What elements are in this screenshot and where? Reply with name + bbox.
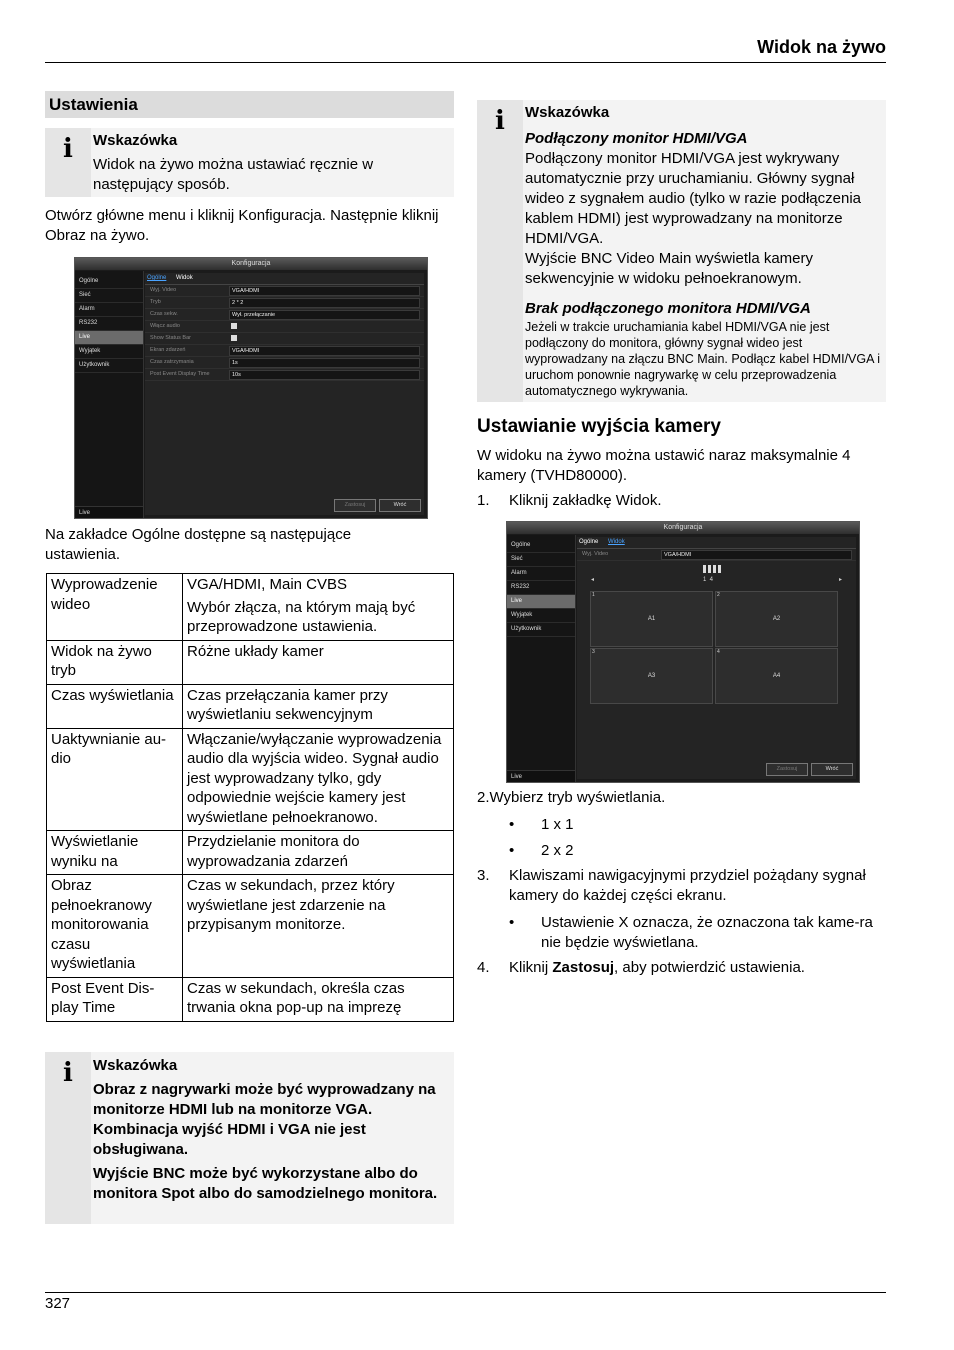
menu-item-network[interactable]: Sieć: [507, 553, 575, 567]
info-icon: i: [495, 106, 505, 136]
window-title: Konfiguracja: [75, 258, 427, 270]
note-box-2: [45, 1052, 454, 1224]
note-box-1: [45, 128, 454, 197]
setting-row-event-output[interactable]: Ekran zdarzeń VGA/HDMI: [145, 345, 424, 357]
back-button[interactable]: Wróć: [811, 763, 853, 776]
step-2: 2.Wybierz tryb wyświetlania.: [477, 789, 666, 806]
window-title: Konfiguracja: [507, 522, 859, 534]
info-icon: i: [63, 134, 73, 164]
step-3: 3. Klawiszami nawigacyjnymi przydziel pożądany sygnał kamery do każdej części ekranu.: [477, 867, 866, 904]
config-pane: [577, 537, 856, 779]
layout-numbers: 1 4: [703, 577, 714, 583]
note-title: Wskazówka: [93, 132, 178, 149]
mode-list-item: • 1 x 1: [509, 816, 574, 833]
note-text-connected: Podłączony monitor HDMI/VGA jest wykrywany automatycznie przy uruchamianiu. Główny sygnał wideo z sygnałem audio (tylko w razie podłączenia kablem HDMI) jest wyprowadzany na monitorze HDMI/VGA.: [525, 150, 862, 247]
footer-rule: [45, 1292, 886, 1293]
menu-item-alarm[interactable]: Alarm: [507, 567, 575, 581]
settings-table: [46, 573, 454, 1022]
camera-slot[interactable]: 4 A4: [715, 648, 838, 704]
tab-bar: [577, 537, 856, 549]
camera-slot[interactable]: 3 A3: [590, 648, 713, 704]
table-row: Uaktywnianie au-dio Włączanie/wyłączanie wyprowadzenia audio dla wyjścia wideo. Sygnał audio jest wyprowadzany tylko, gdy odpowiednie wejście kamery jest wyświetlane pełnoekranowo.: [47, 728, 454, 831]
mode-list-item: • 2 x 2: [509, 842, 574, 859]
note-text-hdmi-vga: Obraz z nagrywarki może być wyprowadzany na monitorze HDMI lub na monitorze VGA. Kombinacja wyjść HDMI i VGA nie jest obsługiwana.: [93, 1081, 436, 1158]
table-row: Post Event Dis-play Time Czas w sekundach, określa czas trwania okna pop-up na imprezę: [47, 977, 454, 1021]
section-title: Ustawienia: [49, 95, 138, 114]
camera-slot[interactable]: 1 A1: [590, 591, 713, 647]
menu-item-general[interactable]: Ogólne: [507, 539, 575, 553]
setting-row-mode[interactable]: Tryb 2 * 2: [145, 297, 424, 309]
audio-checkbox[interactable]: [231, 323, 237, 329]
tab-view[interactable]: Widok: [176, 275, 193, 281]
config-screenshot-view: [506, 521, 860, 783]
note-text-bnc-main: Wyjście BNC Video Main wyświetla kamery sekwencyjnie w widoku pełnoekranowym.: [525, 250, 814, 287]
table-row: Wyprowadzenie wideo VGA/HDMI, Main CVBS Wybór złącza, na którym mają być przeprowadzone ustawienia.: [47, 574, 454, 641]
menu-item-network[interactable]: Sieć: [75, 289, 143, 303]
tab-view[interactable]: Widok: [608, 539, 625, 545]
table-row: Czas wyświetlania Czas przełączania kamer przy wyświetlaniu sekwencyjnym: [47, 684, 454, 728]
note-text: Widok na żywo można ustawiać ręcznie w następujący sposób.: [93, 156, 374, 193]
tab-bar: [145, 273, 424, 285]
menu-item-live[interactable]: Live: [507, 595, 575, 609]
table-row: Obraz pełnoekranowy monitorowania czasu wyświetlania Czas w sekundach, przez który wyświetlane jest zdarzenie na przypisanym monitorze.: [47, 875, 454, 978]
note-subtitle-not-connected: Brak podłączonego monitora HDMI/VGA: [525, 300, 811, 317]
apply-button[interactable]: Zastosuj: [766, 763, 808, 776]
setting-row-status-bar[interactable]: Show Status Bar: [145, 333, 424, 345]
info-icon: i: [63, 1058, 73, 1088]
step-1: 1. Kliknij zakładkę Widok.: [477, 492, 662, 509]
table-intro: Na zakładce Ogólne dostępne są następujące ustawienia.: [45, 526, 352, 563]
menu-item-general[interactable]: Ogólne: [75, 275, 143, 289]
menu-item-exception[interactable]: Wyjątek: [75, 345, 143, 359]
header-rule: [45, 62, 886, 63]
page-number: 327: [45, 1295, 71, 1312]
header-title: Widok na żywo: [757, 37, 886, 57]
page-left-arrow-icon[interactable]: ◂: [591, 577, 595, 583]
menu-item-user[interactable]: Użytkownik: [507, 623, 575, 637]
menu-item-alarm[interactable]: Alarm: [75, 303, 143, 317]
page-right-arrow-icon[interactable]: ▸: [838, 577, 842, 583]
setting-row-video-output[interactable]: Wyj. Video VGA/HDMI: [145, 285, 424, 297]
step-3-bullet: • Ustawienie X oznacza, że oznaczona tak kame-ra nie będzie wyświetlana.: [509, 914, 873, 951]
intro-text: Otwórz główne menu i kliknij Konfiguracja. Następnie kliknij Obraz na żywo.: [45, 207, 439, 244]
section-bar: [45, 91, 454, 118]
note-title: Wskazówka: [93, 1057, 178, 1074]
apply-button[interactable]: Zastosuj: [334, 499, 376, 512]
note-text-bnc: Wyjście BNC może być wykorzystane albo do monitora Spot albo do samodzielnego monitora.: [93, 1165, 438, 1202]
config-screenshot-general: [74, 257, 428, 519]
note-title: Wskazówka: [525, 104, 610, 121]
layout-grid-icon[interactable]: [703, 565, 723, 573]
step-4: 4. Kliknij Zastosuj, aby potwierdzić ustawienia.: [477, 959, 805, 976]
live-button[interactable]: Live: [75, 506, 143, 518]
config-menu: [75, 271, 144, 518]
config-pane: [145, 273, 424, 515]
live-button[interactable]: Live: [507, 770, 575, 782]
menu-item-live[interactable]: Live: [75, 331, 143, 345]
section-intro: W widoku na żywo można ustawić naraz maksymalnie 4 kamery (TVHD80000).: [477, 447, 851, 484]
menu-item-rs232[interactable]: RS232: [75, 317, 143, 331]
setting-row-dwell[interactable]: Czas sekw. Wył. przełączanie: [145, 309, 424, 321]
table-row: Wyświetlanie wyniku na Przydzielanie monitora do wyprowadzania zdarzeń: [47, 831, 454, 875]
status-bar-checkbox[interactable]: [231, 335, 237, 341]
table-row: Widok na żywo tryb Różne układy kamer: [47, 640, 454, 684]
config-menu: [507, 535, 576, 782]
menu-item-exception[interactable]: Wyjątek: [507, 609, 575, 623]
back-button[interactable]: Wróć: [379, 499, 421, 512]
setting-row-post-event[interactable]: Post Event Display Time 10s: [145, 369, 424, 381]
tab-general[interactable]: Ogólne: [147, 275, 167, 281]
note-subtitle-connected: Podłączony monitor HDMI/VGA: [525, 130, 748, 147]
menu-item-rs232[interactable]: RS232: [507, 581, 575, 595]
setting-row-video-output[interactable]: Wyj. Video VGA/HDMI: [577, 549, 856, 561]
menu-item-user[interactable]: Użytkownik: [75, 359, 143, 373]
setting-row-hold-time[interactable]: Czas zatrzymania 1s: [145, 357, 424, 369]
note-box-monitor: [477, 100, 886, 402]
tab-general[interactable]: Ogólne: [579, 539, 599, 545]
camera-slot[interactable]: 2 A2: [715, 591, 838, 647]
note-text-not-connected: Jeżeli w trakcie uruchamiania kabel HDMI/VGA nie jest podłączony do monitora, główny sygnał wideo jest wyprowadzany na złączu BNC Main. Podłącz kabel HDMI/VGA i uruchom ponownie nagrywarkę w celu przeprowadzenia automatycznego wykrywania.: [525, 320, 881, 398]
section-heading: Ustawianie wyjścia kamery: [477, 416, 721, 437]
setting-row-audio[interactable]: Włącz audio: [145, 321, 424, 333]
